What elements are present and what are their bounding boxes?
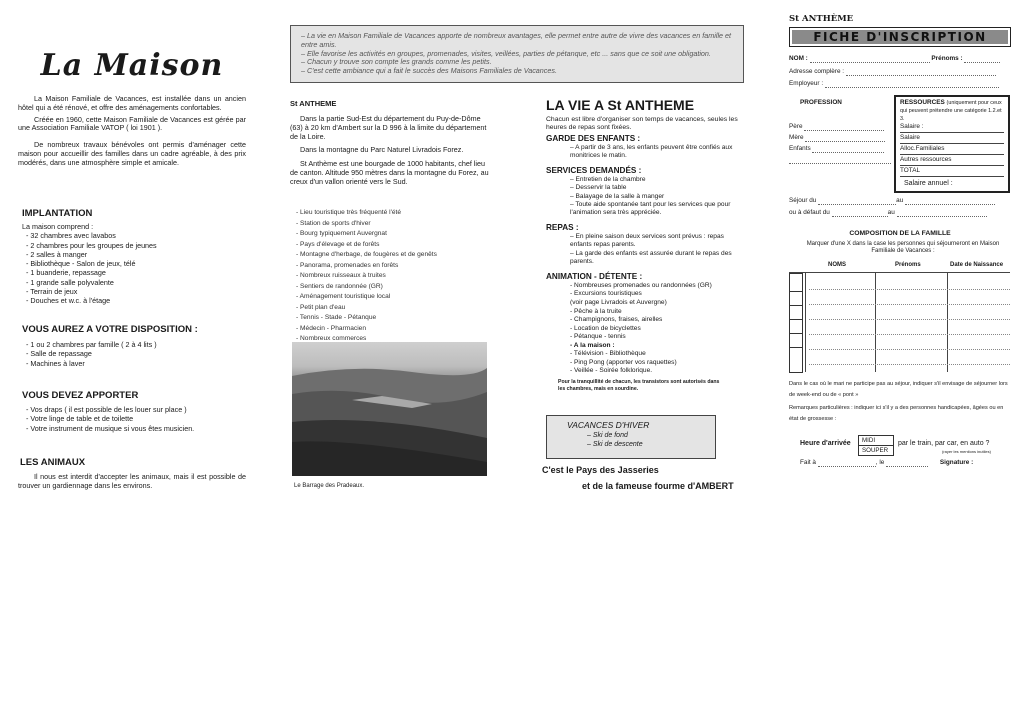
list-item: – Entretien de la chambre xyxy=(570,175,646,183)
list-item: - Veillée - Soirée folklorique. xyxy=(570,367,653,375)
list-item: - Télévision - Bibliothèque xyxy=(570,350,646,358)
section-title-apporter: VOUS DEVEZ APPORTER xyxy=(22,390,139,401)
hiver-item: – Ski de fond xyxy=(587,432,628,440)
ressources-note: (uniquement pour ceux qui peuvent prétendre une catégorie 1.2.et 3. xyxy=(900,100,1002,122)
paragraph: Dans la partie Sud-Est du département du Puy-de-Dôme (63) à 20 km d'Ambert sur la D 996 à la limite du département de la Loire. xyxy=(290,114,487,141)
intro-paragraph: La Maison Familiale de Vacances, est installée dans un ancien hôtel qui a été rénové, et offre des aménagements confortables. xyxy=(18,94,246,112)
repas-title: REPAS : xyxy=(546,223,579,233)
option-souper[interactable]: SOUPER xyxy=(862,447,889,454)
table-row[interactable] xyxy=(809,364,1010,365)
landscape-illustration xyxy=(292,342,487,476)
list-item: - Nombreuses promenades ou randonnées (GR) xyxy=(570,281,712,289)
table-row[interactable] xyxy=(809,289,1010,290)
repas-list xyxy=(546,233,746,266)
enfants-field[interactable] xyxy=(812,152,884,153)
list-item: - Pêche à la truite xyxy=(570,307,622,315)
repas-choice-box xyxy=(858,435,894,456)
garde-title: GARDE DES ENFANTS : xyxy=(546,133,641,143)
ressource-line[interactable]: Salaire : xyxy=(900,122,1004,133)
label: Adresse complère : xyxy=(789,68,845,75)
highlight-line: – C'est cette ambiance qui a fait le succès des Maisons Familiales de Vacances. xyxy=(301,66,557,76)
table-row[interactable] xyxy=(809,349,1010,350)
label: au xyxy=(896,197,904,204)
list-item: - Bourg typiquement Auvergnat xyxy=(296,230,387,238)
highlight-line: – La vie en Maison Familiale de Vacances apporte de nombreux avantages, elle permet entre autre de vivre des vacances en famille et entre amis. xyxy=(301,31,732,49)
row-pere xyxy=(789,123,884,131)
column-header: Date de Naissance xyxy=(950,262,1004,268)
list-item: - Panorama, promenades en forêts xyxy=(296,261,399,269)
ressource-line[interactable]: Alloc.Familiales xyxy=(900,144,1004,155)
animation-list xyxy=(546,282,746,375)
list-item: - 1 buanderie, repassage xyxy=(26,268,106,278)
table-row[interactable] xyxy=(809,319,1010,320)
list-item: - Petit plan d'eau xyxy=(296,303,346,311)
mere-field[interactable] xyxy=(805,141,885,142)
list-item: - Nombreux commerces xyxy=(296,335,367,343)
highlight-line: – Elle favorise les activités en groupes, promenades, visites, veillées, parties de pétanque, etc ... sans que ce soit une obligation. xyxy=(301,48,711,58)
section-title-la-vie: LA VIE A St ANTHEME xyxy=(546,97,695,113)
vacances-hiver-box xyxy=(546,415,716,459)
fiche-inscription-banner xyxy=(789,27,1011,47)
famille-checkbox[interactable] xyxy=(790,334,802,348)
ressource-line[interactable]: TOTAL xyxy=(900,166,1004,177)
label: Séjour du xyxy=(789,197,817,204)
animaux-text xyxy=(18,473,246,494)
disposition-list xyxy=(26,341,246,369)
table-row[interactable] xyxy=(809,334,1010,335)
note-remarques: Remarques particulières : indiquer ici s'il y a des personnes handicapées, âgées ou en état de grossesse : xyxy=(789,405,1004,422)
animation-title: ANIMATION - DÉTENTE : xyxy=(546,271,643,281)
prenoms-field[interactable] xyxy=(964,62,1000,63)
row-employeur xyxy=(789,80,999,88)
brand-title: La Maison xyxy=(40,48,224,83)
lead-text: Chacun est libre d'organiser son temps de vacances, seules les heures de repas sont fixées. xyxy=(546,116,738,132)
garde-list xyxy=(546,144,746,160)
option-midi[interactable]: MIDI xyxy=(859,436,893,446)
animaux-paragraph: Il nous est interdit d'accepter les animaux, mais il est possible de trouver un gardiennage dans les environs. xyxy=(18,472,246,490)
section-title-disposition: VOUS AUREZ A VOTRE DISPOSITION : xyxy=(22,324,198,335)
intro-text xyxy=(18,95,246,170)
list-item: - Douches et w.c. à l'étage xyxy=(26,296,111,306)
table-divider xyxy=(805,273,806,372)
row-sejour xyxy=(789,197,995,205)
ressources-title: RESSOURCES xyxy=(900,99,945,106)
table-divider xyxy=(947,273,948,372)
ressource-line[interactable]: Salaire annuel : xyxy=(904,179,953,187)
st-antheme-features-list xyxy=(296,209,492,346)
signature-label: Signature : xyxy=(939,459,974,466)
barrage-photo xyxy=(292,342,487,476)
section-title-st-antheme: St ANTHEME xyxy=(290,99,337,108)
list-lead: La maison comprend : xyxy=(22,222,94,231)
fiche-inscription-title: FICHE D'INSCRIPTION xyxy=(792,30,1008,44)
column-header: Prénoms xyxy=(895,262,921,268)
section-title-implantation: IMPLANTATION xyxy=(22,208,93,219)
ressources-box xyxy=(894,95,1010,193)
table-row[interactable] xyxy=(809,304,1010,305)
transistor-note: Pour la tranquillité de chacun, les transistors sont autorisés dans les chambres, mais en sourdine. xyxy=(558,379,720,392)
transport-question: par le train, par car, en auto ? xyxy=(898,440,990,447)
photo-caption: Le Barrage des Pradeaux. xyxy=(294,483,365,489)
ressource-line[interactable]: Autres ressources xyxy=(900,155,1004,166)
extra-field[interactable] xyxy=(789,163,891,164)
label: Fait à xyxy=(800,459,816,466)
apporter-list xyxy=(26,406,246,434)
note-mari: Dans le cas où le mari ne participe pas au séjour, indiquer s'il envisage de séjourner lors de week-end ou de « pont » xyxy=(789,381,1008,398)
list-item: - Médecin - Pharmacien xyxy=(296,324,366,332)
label: NOM : xyxy=(789,55,808,62)
list-item: - Machines à laver xyxy=(26,358,85,368)
label: ou à défaut du xyxy=(789,209,830,216)
list-item: - Ping Pong (apporter vos raquettes) xyxy=(570,358,677,366)
famille-checkbox[interactable] xyxy=(790,320,802,334)
section-title-animaux: LES ANIMAUX xyxy=(20,457,86,468)
list-item: - Nombreux ruisseaux à truites xyxy=(296,272,386,280)
la-vie-content xyxy=(546,116,746,392)
list-item: - Bibliothèque - Salon de jeux, télé xyxy=(26,259,136,269)
column-header: NOMS xyxy=(828,262,846,268)
st-antheme-text xyxy=(290,115,490,191)
pere-field[interactable] xyxy=(804,130,884,131)
services-title: SERVICES DEMANDÉS : xyxy=(546,165,642,175)
list-item: – Toute aide spontanée tant pour les services que pour l'animation sera très appréciée. xyxy=(570,201,731,217)
row-ou xyxy=(789,209,987,217)
list-item: - Sentiers de randonnée (GR) xyxy=(296,282,383,290)
adresse-field[interactable] xyxy=(846,75,996,76)
list-item: - 1 ou 2 chambres par famille ( 2 à 4 lits ) xyxy=(26,340,157,349)
list-item: - A la maison : xyxy=(570,341,615,349)
list-item: – A partir de 3 ans, les enfants peuvent être confiés aux monitrices le matin. xyxy=(570,143,733,159)
label: Enfants xyxy=(789,145,811,152)
label: Prénoms : xyxy=(931,55,963,62)
paragraph: Dans la montagne du Parc Naturel Livradois Forez. xyxy=(300,145,464,155)
checkbox-column xyxy=(789,273,803,373)
list-item: – En pleine saison deux services sont prévus : repas enfants repas parents. xyxy=(570,233,724,249)
profession-title: PROFESSION xyxy=(800,99,842,106)
composition-title: COMPOSITION DE LA FAMILLE xyxy=(849,230,951,237)
footer-line-2: et de la fameuse fourme d'AMBERT xyxy=(582,481,734,491)
label: au xyxy=(887,209,895,216)
sejour-to-field[interactable] xyxy=(905,204,995,205)
list-item: - Montagne d'herbage, de fougères et de genêts xyxy=(296,251,437,259)
list-item: - Excursions touristiques xyxy=(570,290,642,298)
composition-text: Marquer d'une X dans la case les personnes qui séjourneront en Maison Familiale de Vacances : xyxy=(806,241,1000,255)
famille-checkbox[interactable] xyxy=(790,306,802,320)
fait-field[interactable] xyxy=(818,466,876,467)
list-item: - Location de bicyclettes xyxy=(570,324,641,332)
arrivee-label: Heure d'arrivée xyxy=(800,440,851,447)
famille-checkbox[interactable] xyxy=(790,292,802,306)
row-mere xyxy=(789,134,885,142)
row-blank xyxy=(789,156,891,164)
ou-to-field[interactable] xyxy=(897,216,987,217)
list-item: - Vos draps ( il est possible de les louer sur place ) xyxy=(26,405,187,414)
ou-from-field[interactable] xyxy=(832,216,888,217)
table-divider xyxy=(875,273,876,372)
intro-paragraph: De nombreux travaux bénévoles ont permis d'aménager cette maison pour accueillir des familles dans un cadre agréable, à des prix modérés, dans une atmosphère simple et amicale. xyxy=(18,140,246,167)
label: Mère xyxy=(789,134,804,141)
list-item: - Votre linge de table et de toilette xyxy=(26,414,134,424)
form-place-title: St ANTHÈME xyxy=(789,14,854,24)
hiver-item: – Ski de descente xyxy=(587,440,643,448)
famille-table xyxy=(789,272,1010,372)
list-item: - Terrain de jeux xyxy=(26,286,78,296)
list-item: – Balayage de la salle à manger xyxy=(570,192,665,200)
list-item: – La garde des enfants est assurée durant le repas des parents. xyxy=(570,249,732,265)
rayer-note: (rayer les mentions inutiles) xyxy=(942,449,991,454)
label: Père xyxy=(789,123,803,130)
paragraph: St Anthème est une bourgade de 1000 habitants, chef lieu de canton. Altitude 950 mètres dans la montagne du Forez, au creux d'un vallon orienté vers le Sud. xyxy=(290,159,489,186)
intro-paragraph: Créée en 1960, cette Maison Familiale de Vacances est gérée par une Association Familiale VATOP ( loi 1901 ). xyxy=(18,114,246,133)
sejour-from-field[interactable] xyxy=(818,204,896,205)
services-list xyxy=(546,176,746,218)
famille-checkbox[interactable] xyxy=(790,278,802,292)
list-item: - 2 chambres pour les groupes de jeunes xyxy=(26,240,157,250)
row-adresse xyxy=(789,68,996,76)
footer-line-1: C'est le Pays des Jasseries xyxy=(542,465,659,475)
hiver-title: VACANCES D'HIVER xyxy=(567,420,650,430)
label: Employeur : xyxy=(789,80,824,87)
list-item: (voir page Livradois et Auvergne) xyxy=(570,298,667,306)
highlight-line: – Chacun y trouve son compte les grands comme les petits. xyxy=(301,57,492,67)
list-item: - Aménagement touristique local xyxy=(296,293,391,301)
list-item: - Lieu touristique très fréquenté l'été xyxy=(296,209,401,216)
implantation-list xyxy=(22,222,246,307)
list-item: - Pays d'élevage et de forêts xyxy=(296,240,380,248)
list-item: - Pétanque - tennis xyxy=(570,333,626,341)
list-item: - 32 chambres avec lavabos xyxy=(26,231,116,241)
nom-field[interactable] xyxy=(810,62,930,63)
row-fait xyxy=(800,459,973,467)
list-item: – Desservir la table xyxy=(570,184,627,192)
row-nom xyxy=(789,55,1000,63)
list-item: - 2 salles à manger xyxy=(26,249,88,259)
date-field[interactable] xyxy=(886,466,928,467)
employeur-field[interactable] xyxy=(825,87,999,88)
list-item: - 1 grande salle polyvalente xyxy=(26,277,114,287)
list-item: - Station de sports d'hiver xyxy=(296,219,371,227)
list-item: - Salle de repassage xyxy=(26,349,92,359)
list-item: - Tennis - Stade - Pétanque xyxy=(296,314,377,322)
list-item: - Champignons, fraises, airelles xyxy=(570,316,663,324)
ressource-line[interactable]: Salaire xyxy=(900,133,1004,144)
label: , le xyxy=(875,459,885,466)
intro-highlight-box xyxy=(290,25,744,83)
ressources-header xyxy=(900,99,1004,122)
list-item: - Votre instrument de musique si vous êtes musicien. xyxy=(26,423,195,433)
row-enfants xyxy=(789,145,884,153)
